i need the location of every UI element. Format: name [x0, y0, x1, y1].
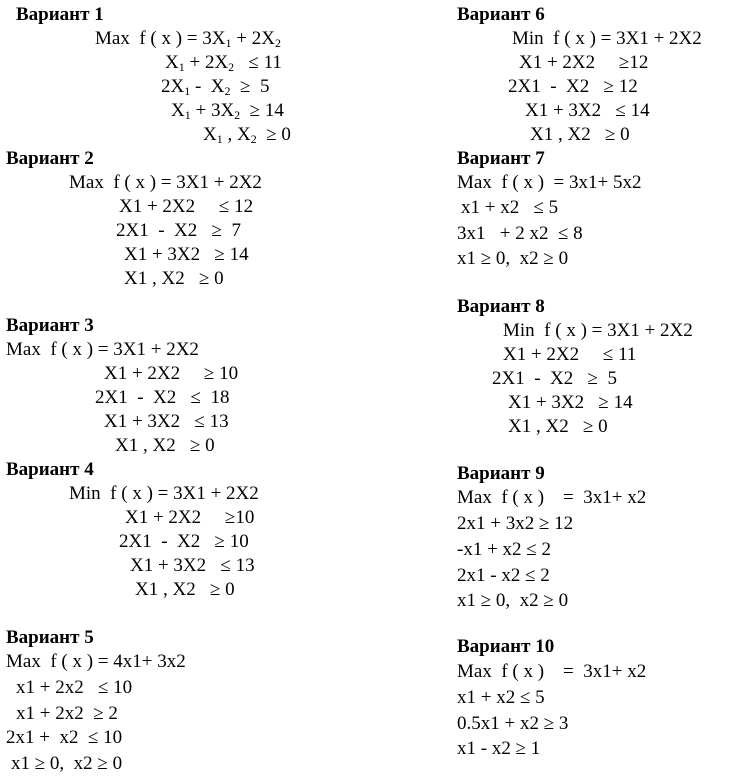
nonnegativity-line: x1 ≥ 0, x2 ≥ 0	[11, 753, 123, 774]
nonnegativity-line: X1 , X2 ≥ 0	[508, 416, 608, 437]
variant-title: Вариант 5	[6, 627, 94, 648]
variant-title: Вариант 2	[6, 148, 94, 169]
constraint-line: X1 + 3X2 ≤ 13	[104, 411, 229, 432]
objective-line: Min f ( x ) = 3X1 + 2X2	[503, 320, 693, 341]
constraint-line: 2X1 - X2 ≥ 12	[508, 76, 638, 97]
variant-title: Вариант 8	[457, 296, 545, 317]
variant-title: Вариант 10	[457, 636, 555, 657]
constraint-line: 0.5x1 + x2 ≥ 3	[457, 713, 569, 734]
objective-line: Max f ( x ) = 3x1+ 5x2	[457, 172, 642, 193]
nonnegativity-line: X1 , X2 ≥ 0	[135, 579, 235, 600]
constraint-line: $X_1 + 2X_2 \le 11$	[165, 52, 282, 74]
constraint-line: X1 + 3X2 ≤ 13	[130, 555, 255, 576]
objective-line: Max f ( x ) = 3X1 + 2X2	[69, 172, 262, 193]
constraint-line: x1 - x2 ≥ 1	[457, 738, 541, 759]
constraint-line: -x1 + x2 ≤ 2	[457, 539, 551, 560]
constraint-line: X1 + 2X2 ≤ 12	[119, 196, 254, 217]
constraint-line: x1 + 2x2 ≥ 2	[16, 703, 118, 724]
variant-title: Вариант 6	[457, 4, 545, 25]
nonnegativity-line: X1 , X2 ≥ 0	[115, 435, 215, 456]
constraint-line: X1 + 2X2 ≤ 11	[503, 344, 637, 365]
objective-line: Min f ( x ) = 3X1 + 2X2	[69, 483, 259, 504]
constraint-line: X1 + 3X2 ≤ 14	[525, 100, 650, 121]
variant-title: Вариант 3	[6, 315, 94, 336]
constraint-line: $X_1 + 3X_2 \ge 14$	[171, 100, 284, 122]
constraint-line: 2X1 - X2 ≥ 7	[116, 220, 241, 241]
constraint-line: X1 + 3X2 ≥ 14	[508, 392, 633, 413]
constraint-line: X1 + 2X2 ≥ 10	[104, 363, 239, 384]
constraint-line: x1 + x2 ≤ 5	[461, 197, 559, 218]
objective-line: Min f ( x ) = 3X1 + 2X2	[512, 28, 702, 49]
objective-line: Max f ( x ) = 3x1+ x2	[457, 661, 647, 682]
constraint-line: 2X1 - X2 ≥ 5	[492, 368, 617, 389]
constraint-line: X1 + 2X2 ≥10	[125, 507, 255, 528]
nonnegativity-line: X1 , X2 ≥ 0	[124, 268, 224, 289]
variant-title: Вариант 9	[457, 463, 545, 484]
objective-line: Max f ( x ) = 3X1 + 2X2	[6, 339, 199, 360]
constraint-line: 2x1 - x2 ≤ 2	[457, 565, 550, 586]
constraint-line: 2X1 - X2 ≥ 10	[119, 531, 249, 552]
variant-title: Вариант 1	[16, 4, 104, 25]
constraint-line: 2x1 + x2 ≤ 10	[6, 727, 123, 748]
constraint-line: x1 + x2 ≤ 5	[457, 687, 545, 708]
constraint-line: X1 + 3X2 ≥ 14	[124, 244, 249, 265]
variant-title: Вариант 7	[457, 148, 545, 169]
constraint-line: $2X_1 - X_2 \ge 5$	[161, 76, 270, 98]
nonnegativity-line: x1 ≥ 0, x2 ≥ 0	[457, 590, 569, 611]
nonnegativity-line: x1 ≥ 0, x2 ≥ 0	[457, 248, 569, 269]
constraint-line: x1 + 2x2 ≤ 10	[16, 677, 133, 698]
nonnegativity-line: X1 , X2 ≥ 0	[530, 124, 630, 145]
constraint-line: X1 + 2X2 ≥12	[519, 52, 649, 73]
objective-line: Max f ( x ) = 4x1+ 3x2	[6, 651, 186, 672]
objective-line: Max f ( x ) = $3X_1 + 2X_2$	[95, 28, 281, 50]
constraint-line: 3x1 + 2 x2 ≤ 8	[457, 223, 583, 244]
nonnegativity-line: $X_1$ , $X_2 \ge 0$	[203, 124, 291, 146]
objective-line: Max f ( x ) = 3x1+ x2	[457, 487, 647, 508]
constraint-line: 2X1 - X2 ≤ 18	[95, 387, 230, 408]
variant-title: Вариант 4	[6, 459, 94, 480]
constraint-line: 2x1 + 3x2 ≥ 12	[457, 513, 574, 534]
